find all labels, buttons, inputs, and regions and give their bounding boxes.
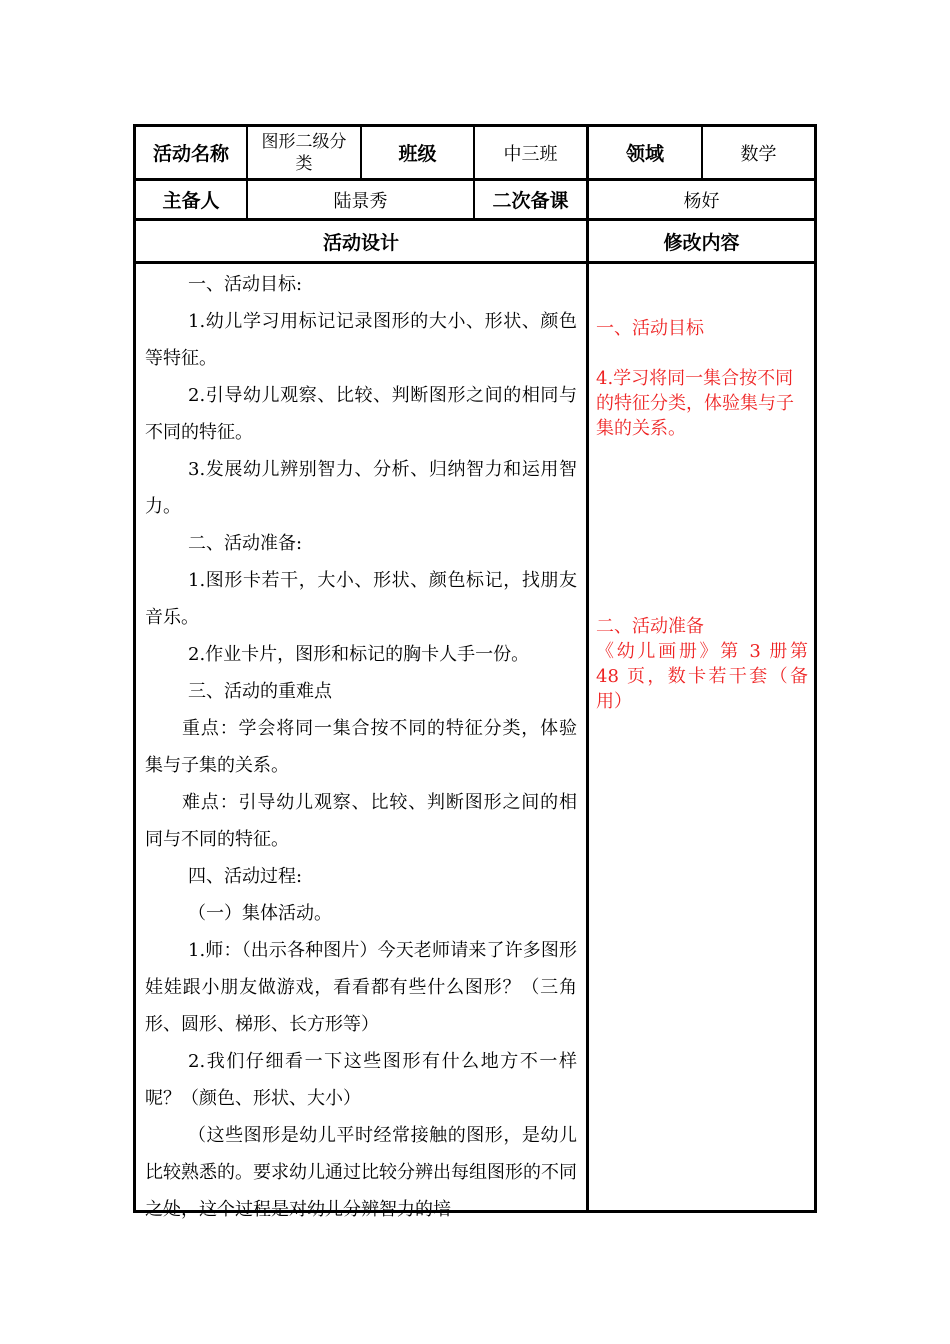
design-process-step-1: 1.师：（出示各种图片）今天老师请来了许多图形娃娃跟小朋友做游戏，看看都有些什么图形？（三角形、圆形、梯形、长方形等） — [145, 940, 577, 1035]
preparer-value: 陆景秀 — [333, 190, 388, 212]
design-key-point: 重点：学会将同一集合按不同的特征分类，体验集与子集的关系。 — [145, 718, 577, 776]
table-border-left — [133, 124, 136, 1213]
domain-value: 数学 — [740, 143, 777, 165]
design-key-points-heading: 三、活动的重难点 — [188, 681, 332, 702]
design-difficult-point: 难点：引导幼儿观察、比较、判断图形之间的相同与不同的特征。 — [145, 792, 577, 850]
revision-goals-heading: 一、活动目标 — [596, 318, 704, 339]
design-prep-heading: 二、活动准备: — [188, 533, 303, 554]
domain-label: 领域 — [625, 143, 664, 165]
class-label: 班级 — [398, 143, 437, 165]
revision-prep-materials: 《幼儿画册》第 3 册第 48 页，数卡若干套（备用） — [596, 641, 808, 712]
design-process-step-2: 2.我们仔细看一下这些图形有什么地方不一样呢？（颜色、形状、大小） — [145, 1051, 577, 1109]
design-prep-2: 2.作业卡片，图形和标记的胸卡人手一份。 — [188, 644, 530, 665]
activity-name-label: 活动名称 — [152, 143, 229, 165]
preparer-label: 主备人 — [162, 190, 220, 212]
col-divider-main — [586, 124, 589, 1213]
design-goal-2: 2.引导幼儿观察、比较、判断图形之间的相同与不同的特征。 — [145, 385, 577, 443]
activity-name-value: 图形二级分类 — [261, 131, 347, 174]
design-prep-1: 1.图形卡若干，大小、形状、颜色标记，找朋友音乐。 — [145, 570, 577, 628]
row-divider-3 — [133, 261, 817, 264]
design-process-group: （一）集体活动。 — [188, 903, 332, 924]
table-border-right — [814, 124, 817, 1213]
activity-design-content — [145, 266, 577, 1228]
second-prep-value: 杨好 — [683, 190, 720, 212]
design-goal-1: 1.幼儿学习用标记记录图形的大小、形状、颜色等特征。 — [145, 311, 577, 369]
design-goal-3: 3.发展幼儿辨别智力、分析、归纳智力和运用智力。 — [145, 459, 577, 517]
design-column-header: 活动设计 — [322, 231, 399, 254]
design-process-heading: 四、活动过程: — [188, 866, 303, 887]
revision-prep-heading: 二、活动准备 — [596, 616, 704, 637]
revision-goal-4: 4.学习将同一集合按不同的特征分类，体验集与子集的关系。 — [596, 368, 794, 439]
class-value: 中三班 — [503, 143, 558, 165]
design-process-note: （这些图形是幼儿平时经常接触的图形，是幼儿比较熟悉的。要求幼儿通过比较分辨出每组图形的不同之处，这个过程是对幼儿分辨智力的培 — [145, 1125, 577, 1220]
design-goals-heading: 一、活动目标: — [188, 274, 303, 295]
revision-column-header: 修改内容 — [663, 231, 740, 254]
second-prep-label: 二次备课 — [492, 190, 569, 212]
